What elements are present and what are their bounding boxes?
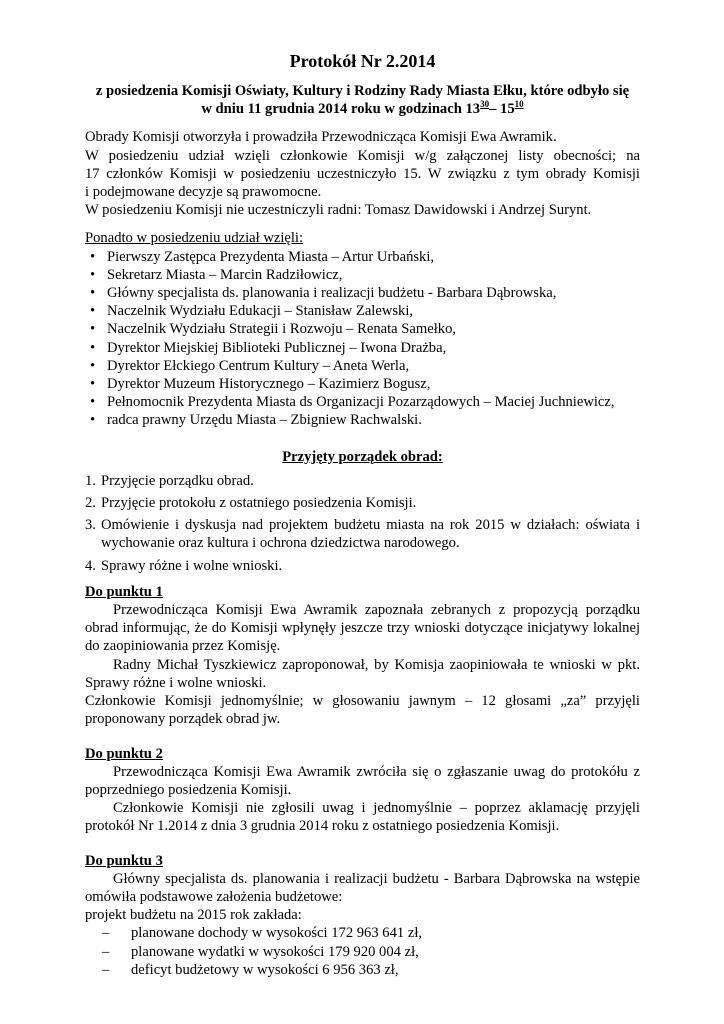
subtitle-line-2 — [85, 100, 640, 118]
participant-item: • Dyrektor Muzeum Historycznego – Kazimierz Bogusz, — [85, 375, 640, 393]
agenda-item — [85, 494, 640, 512]
participant-item: • radca prawny Urzędu Miasta – Zbigniew Rachwalski. — [85, 411, 640, 429]
agenda-number: 3. — [85, 517, 96, 534]
subtitle-end-hour: – 15 — [489, 101, 515, 118]
intro-line-2: W posiedzeniu udział wzięli członkowie Komisji w/g załączonej listy obecności; na — [85, 147, 640, 164]
intro-line-1: Obrady Komisji otworzyła i prowadziła Przewodnicząca Komisji Ewa Awramik. — [85, 129, 557, 146]
point-2-heading: Do punktu 2 — [85, 745, 163, 762]
budget-list — [85, 924, 640, 979]
document-page — [85, 50, 640, 979]
point-3-paragraph-1: Główny specjalista ds. planowania i realizacji budżetu - Barbara Dąbrowska na wstępie omówiła podstawowe założenia budżetowe: — [85, 870, 640, 905]
point-2-paragraph-2: Członkowie Komisji nie zgłosili uwag i jednomyślnie – poprzez aklamację przyjęli protokół Nr 1.2014 z dnia 3 grudnia 2014 roku z ostatniego posiedzenia Komisji. — [85, 800, 640, 835]
document-title: Protokół Nr 2.2014 — [289, 51, 436, 71]
agenda-number: 2. — [85, 495, 96, 512]
budget-item: – deficyt budżetowy w wysokości 6 956 363 zł, — [85, 961, 640, 979]
agenda-item — [85, 516, 640, 552]
agenda-number: 1. — [85, 472, 96, 489]
agenda-item — [85, 557, 640, 575]
participant-item: • Pełnomocnik Prezydenta Miasta ds Organizacji Pozarządowych – Maciej Juchniewicz, — [85, 393, 640, 411]
budget-item: – planowane wydatki w wysokości 179 920 004 zł, — [85, 943, 640, 961]
agenda-text: Przyjęcie porządku obrad. — [101, 472, 254, 489]
agenda-number: 4. — [85, 557, 96, 574]
point-3-paragraph-2: projekt budżetu na 2015 rok zakłada: — [85, 907, 302, 924]
agenda-text: Sprawy różne i wolne wnioski. — [101, 557, 283, 574]
participants-heading: Ponadto w posiedzeniu udział wzięli: — [85, 230, 304, 247]
start-minutes: 30 — [480, 99, 490, 110]
agenda-list — [85, 472, 640, 575]
participants-list — [85, 248, 640, 430]
agenda-item — [85, 472, 640, 490]
point-1-paragraph-2: Radny Michał Tyszkiewicz zaproponował, by Komisja zaopiniowała te wnioski w pkt. Sprawy różne i wolne wnioski. — [85, 656, 640, 691]
intro-line-4: i podejmowane decyzje są prawomocne. — [85, 184, 322, 201]
point-2-paragraph-1: Przewodnicząca Komisji Ewa Awramik zwróciła się o zgłaszanie uwag do protokółu z poprzedniego posiedzenia Komisji. — [85, 763, 640, 798]
point-3-heading: Do punktu 3 — [85, 852, 163, 869]
point-1-paragraph-3: Członkowie Komisji jednomyślnie; w głosowaniu jawnym – 12 głosami „za” przyjęli proponowany porządek obrad jw. — [85, 693, 640, 728]
point-1-paragraph-1: Przewodnicząca Komisji Ewa Awramik zapoznała zebranych z propozycją porządku obrad informując, że do Komisji wpłynęły jeszcze trzy wnioski dotyczące inicjatywy lokalnej do zaopiniowania przez Komisję. — [85, 602, 640, 655]
end-minutes: 10 — [514, 99, 524, 110]
participant-item: • Sekretarz Miasta – Marcin Radziłowicz, — [85, 266, 640, 284]
point-1-heading: Do punktu 1 — [85, 583, 163, 600]
participant-item: • Dyrektor Ełckiego Centrum Kultury – Aneta Werla, — [85, 357, 640, 375]
budget-item: – planowane dochody w wysokości 172 963 641 zł, — [85, 924, 640, 942]
participant-item: • Główny specjalista ds. planowania i realizacji budżetu - Barbara Dąbrowska, — [85, 284, 640, 302]
intro-line-3: 17 członków Komisji w posiedzeniu uczestniczyło 15. W związku z tym obrady Komisji — [85, 165, 640, 182]
participant-item: • Pierwszy Zastępca Prezydenta Miasta – Artur Urbański, — [85, 248, 640, 266]
participant-item: • Naczelnik Wydziału Edukacji – Stanisław Zalewski, — [85, 302, 640, 320]
document-subtitle — [85, 82, 640, 118]
participant-item: • Dyrektor Miejskiej Biblioteki Publicznej – Iwona Drażba, — [85, 339, 640, 357]
agenda-text: Omówienie i dyskusja nad projektem budżetu miasta na rok 2015 w działach: oświata i wychowanie oraz kultura i ochrona dziedzictwa narodowego. — [101, 517, 640, 552]
participant-item: • Naczelnik Wydziału Strategii i Rozwoju – Renata Samełko, — [85, 320, 640, 338]
absent-members: W posiedzeniu Komisji nie uczestniczyli radni: Tomasz Dawidowski i Andrzej Surynt. — [85, 202, 592, 219]
agenda-heading: Przyjęty porządek obrad: — [282, 448, 443, 465]
agenda-text: Przyjęcie protokołu z ostatniego posiedzenia Komisji. — [101, 495, 417, 512]
subtitle-line-1: z posiedzenia Komisji Oświaty, Kultury i Rodziny Rady Miasta Ełku, które odbyło się — [95, 83, 630, 99]
subtitle-date: w dniu 11 grudnia 2014 roku w godzinach 13 — [201, 101, 481, 118]
